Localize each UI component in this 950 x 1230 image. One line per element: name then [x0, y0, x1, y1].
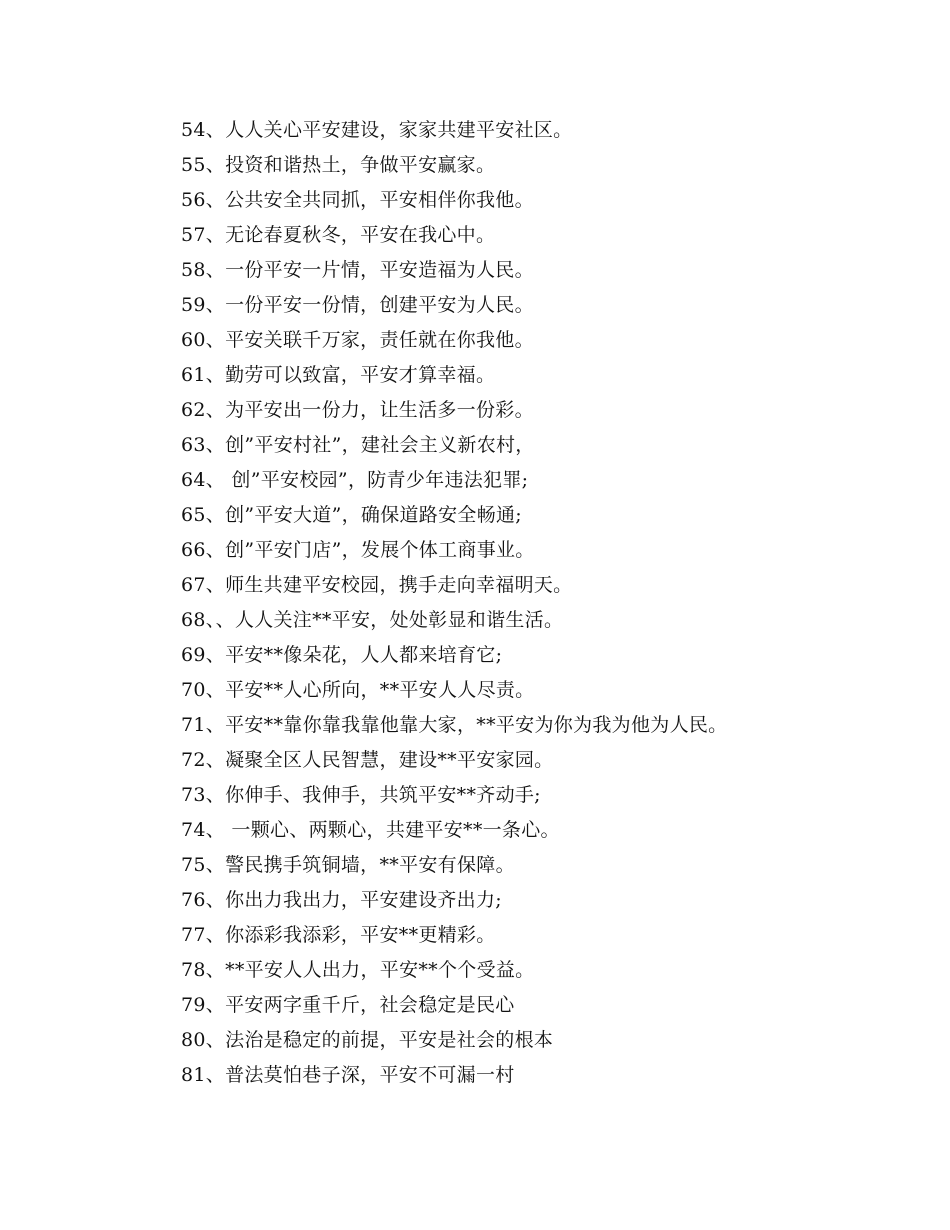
list-item: 77、你添彩我添彩，平安**更精彩。: [181, 924, 496, 946]
list-item: 62、为平安出一份力，让生活多一份彩。: [181, 399, 534, 421]
list-item: 56、公共安全共同抓，平安相伴你我他。: [181, 189, 534, 211]
list-item: 71、平安**靠你靠我靠他靠大家，**平安为你为我为他为人民。: [181, 714, 728, 736]
list-item: 66、创”平安门店”，发展个体工商事业。: [181, 539, 535, 561]
list-item: 72、凝聚全区人民智慧，建设**平安家园。: [181, 749, 554, 771]
list-item: 75、警民携手筑铜墙，**平安有保障。: [181, 854, 515, 876]
list-item: 55、投资和谐热土，争做平安赢家。: [181, 154, 496, 176]
list-item: 64、 创”平安校园”，防青少年违法犯罪;: [181, 469, 529, 491]
list-item: 63、创”平安村社”，建社会主义新农村，: [181, 434, 535, 456]
list-item: 78、**平安人人出力，平安**个个受益。: [181, 959, 535, 981]
list-item: 70、平安**人心所向，**平安人人尽责。: [181, 679, 535, 701]
list-item: 69、平安**像朵花，人人都来培育它;: [181, 644, 503, 666]
list-item: 54、人人关心平安建设，家家共建平安社区。: [181, 119, 573, 141]
list-item: 60、平安关联千万家，责任就在你我他。: [181, 329, 534, 351]
list-item: 57、无论春夏秋冬，平安在我心中。: [181, 224, 496, 246]
list-item: 73、你伸手、我伸手，共筑平安**齐动手;: [181, 784, 541, 806]
list-item: 80、法治是稳定的前提，平安是社会的根本: [181, 1029, 554, 1051]
list-item: 65、创”平安大道”，确保道路安全畅通;: [181, 504, 523, 526]
list-item: 61、勤劳可以致富，平安才算幸福。: [181, 364, 496, 386]
list-item: 59、一份平安一份情，创建平安为人民。: [181, 294, 534, 316]
list-item: 74、 一颗心、两颗心，共建平安**一条心。: [181, 819, 560, 841]
list-item: 79、平安两字重千斤，社会稳定是民心: [181, 994, 515, 1016]
list-item: 76、你出力我出力，平安建设齐出力;: [181, 889, 502, 911]
list-item: 58、一份平安一片情，平安造福为人民。: [181, 259, 534, 281]
list-item: 67、师生共建平安校园，携手走向幸福明天。: [181, 574, 573, 596]
slogan-list: [181, 113, 921, 1093]
list-item: 68、、人人关注**平安，处处彰显和谐生活。: [181, 609, 564, 631]
list-item: 81、普法莫怕巷子深，平安不可漏一村: [181, 1064, 515, 1086]
